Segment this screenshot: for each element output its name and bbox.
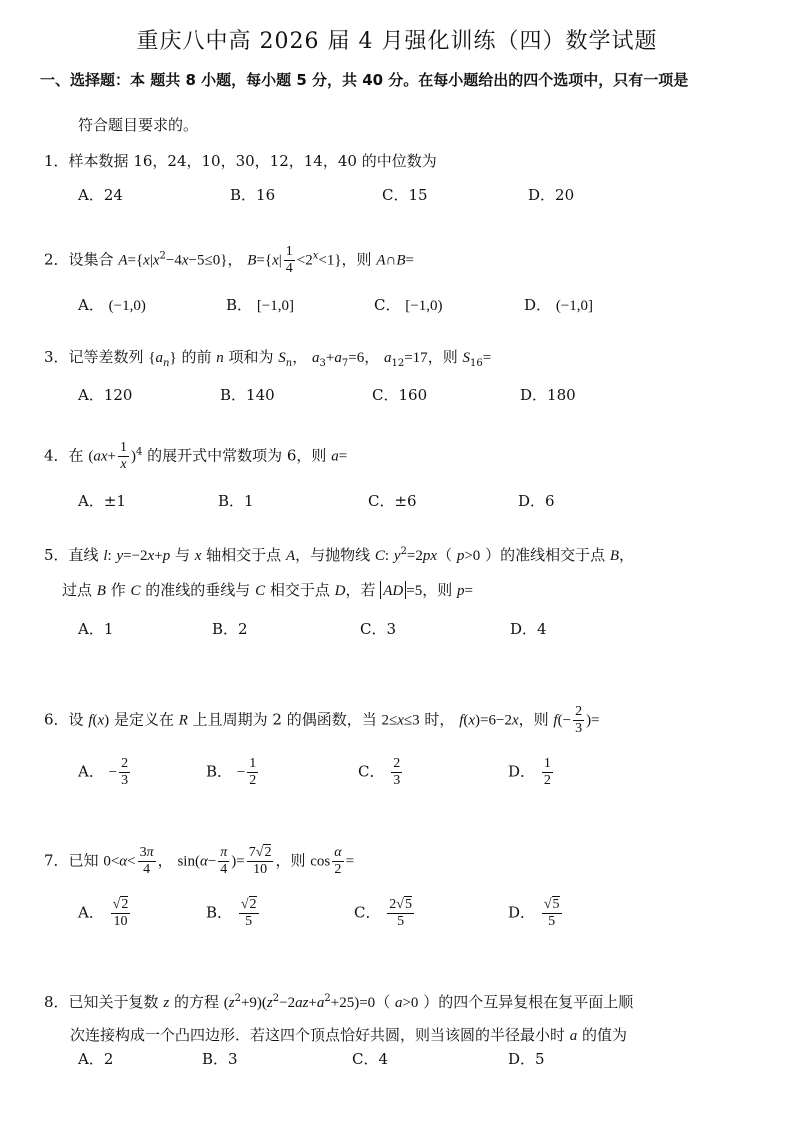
q1-option-a: A．24 bbox=[78, 186, 123, 204]
question-4: 4．在 (ax+ $\frac{1}{x}$ )$^4$ 的展开式中常数项为 6，则 a= bbox=[44, 440, 348, 472]
q5-option-d: D．4 bbox=[510, 620, 547, 638]
q4-option-d: D．6 bbox=[518, 492, 555, 510]
question-3: 3．记等差数列 $\{a_n\}$ 的前 n 项和为 $S_n$， $a_3+a_7=6$， $a_{12}=17$，则 $S_{16}=$ bbox=[44, 348, 492, 369]
q5-option-b: B．2 bbox=[212, 620, 248, 638]
question-6: 6．设 f(x) 是定义在 R 上且周期为 2 的偶函数，当 2≤x≤3 时， f(x)=6−2x，则 f(− $\frac{2}{3}$ )= bbox=[44, 704, 600, 736]
q5-option-a: A．1 bbox=[78, 620, 114, 638]
question-8-line-2: 次连接构成一个凸四边形．若这四个顶点恰好共圆，则当该圆的半径最小时 a 的值为 bbox=[70, 1026, 628, 1044]
section-heading-continuation: 符合题目要求的。 bbox=[78, 116, 199, 134]
section-heading: 一、选择题：本 题共 8 小题，每小题 5 分，共 40 分。在每小题给出的四个选项中，只有一项是 bbox=[40, 71, 689, 89]
q6-option-d: D． $\frac{1}{2}$ bbox=[508, 756, 551, 788]
question-8: 8．已知关于复数 z 的方程 $(z^2+9)(z^2-2az+a^2+25)=0$（ a>0 ）的四个互异复根在复平面上顺 bbox=[44, 993, 634, 1011]
q3-option-a: A．120 bbox=[78, 386, 133, 404]
q7-option-d: D． $\frac{√5}{5}$ bbox=[508, 897, 560, 929]
question-7: 7．已知 0<α< $\frac{3\pi}{4}$ ， sin(α− $\frac{\pi}{4}$ )= $\frac{7√2}{10}$ ，则 cos $\frac{\alpha}{2}$ = bbox=[44, 845, 355, 877]
q8-option-c: C．4 bbox=[352, 1050, 389, 1068]
q6-option-c: C． $\frac{2}{3}$ bbox=[358, 756, 401, 788]
q4-option-c: C．±6 bbox=[368, 492, 417, 510]
q3-option-c: C．160 bbox=[372, 386, 428, 404]
q2-option-c: C． [−1,0) bbox=[374, 296, 443, 314]
q7-option-c: C． $\frac{2√5}{5}$ bbox=[354, 897, 412, 929]
q5-option-c: C．3 bbox=[360, 620, 397, 638]
q4-option-a: A．±1 bbox=[78, 492, 126, 510]
q1-option-d: D．20 bbox=[528, 186, 575, 204]
question-1: 1．样本数据 16，24，10，30，12，14，40 的中位数为 bbox=[44, 152, 437, 170]
q3-option-d: D．180 bbox=[520, 386, 576, 404]
question-2: 2．设集合 $A=\{x|x^2-4x-5\le 0\}$， B={x| $\frac{1}{4}$ $<2^x<1$}，则 A∩B= bbox=[44, 244, 414, 276]
q1-option-c: C．15 bbox=[382, 186, 428, 204]
q1-option-b: B．16 bbox=[230, 186, 276, 204]
page-title: 重庆八中高 2026 届 4 月强化训练（四）数学试题 bbox=[136, 29, 658, 54]
q2-option-d: D． (−1,0] bbox=[524, 296, 594, 314]
q2-option-b: B． [−1,0] bbox=[226, 296, 295, 314]
question-5: 5．直线 l: y=−2x+p 与 x 轴相交于点 A，与抛物线 C: $y^2=2px$（ p>0 ）的准线相交于点 B， bbox=[44, 546, 635, 564]
q7-option-a: A． $\frac{√2}{10}$ bbox=[78, 897, 129, 929]
q8-option-d: D．5 bbox=[508, 1050, 545, 1068]
q8-option-b: B．3 bbox=[202, 1050, 238, 1068]
q7-option-b: B． $\frac{√2}{5}$ bbox=[206, 897, 257, 929]
q6-option-b: B． − $\frac{1}{2}$ bbox=[206, 756, 257, 788]
question-5-line-2: 过点 B 作 C 的准线的垂线与 C 相交于点 D，若 AD =5，则 p= bbox=[62, 581, 473, 599]
q6-option-a: A． − $\frac{2}{3}$ bbox=[78, 756, 129, 788]
q3-option-b: B．140 bbox=[220, 386, 275, 404]
q8-option-a: A．2 bbox=[78, 1050, 114, 1068]
q2-option-a: A． (−1,0) bbox=[78, 296, 146, 314]
q4-option-b: B．1 bbox=[218, 492, 254, 510]
